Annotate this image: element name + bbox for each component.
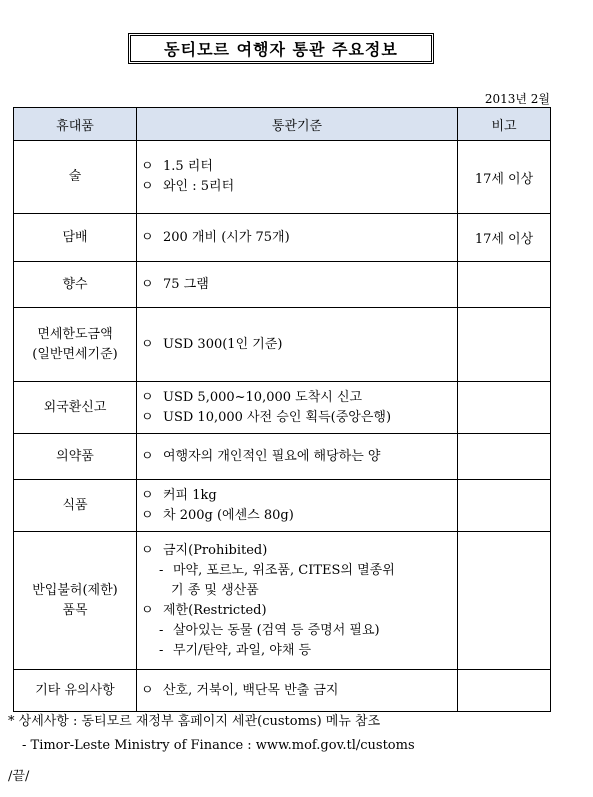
- standard-text: USD 300(1인 기준): [163, 336, 283, 352]
- row-category: 술: [14, 141, 137, 214]
- standard-line: [141, 681, 457, 701]
- row-category: 외국환신고: [14, 382, 137, 434]
- standard-line: [141, 177, 457, 197]
- table-row: [14, 480, 551, 532]
- standard-text: 차 200g (에센스 80g): [163, 507, 294, 523]
- row-category: 식품: [14, 480, 137, 532]
- row-standard: [137, 532, 458, 670]
- row-category: [14, 308, 137, 382]
- standard-line: [141, 447, 457, 467]
- row-note: [458, 308, 551, 382]
- standard-line: [141, 621, 457, 641]
- header-standard: 통관기준: [137, 108, 458, 141]
- bullet-mark: -: [159, 562, 164, 578]
- bullet-mark: ㅇ: [141, 336, 154, 352]
- table-row: [14, 141, 551, 214]
- row-category-line: 품목: [62, 602, 88, 618]
- header-note: 비고: [458, 108, 551, 141]
- table-header-row: [14, 108, 551, 141]
- standard-text: 금지(Prohibited): [163, 542, 268, 558]
- customs-table: [13, 107, 551, 712]
- standard-line: [141, 408, 457, 428]
- footer-link: - Timor-Leste Ministry of Finance : www.mof.gov.tl/customs: [22, 738, 415, 753]
- standard-line: [141, 388, 457, 408]
- standard-text: USD 5,000~10,000 도착시 신고: [163, 389, 363, 405]
- row-standard: [137, 141, 458, 214]
- footer-detail: * 상세사항 : 동티모르 재정부 홈페이지 세관(customs) 메뉴 참조: [8, 714, 381, 729]
- row-category: 기타 유의사항: [14, 670, 137, 712]
- row-category: 의약품: [14, 434, 137, 480]
- standard-text: 마약, 포르노, 위조품, CITES의 멸종위: [173, 562, 395, 578]
- table-row: [14, 308, 551, 382]
- standard-text: 기 종 및 생산품: [171, 582, 259, 598]
- header-item: 휴대품: [14, 108, 137, 141]
- standard-text: 산호, 거북이, 백단목 반출 금지: [163, 682, 339, 698]
- standard-line: [141, 275, 457, 295]
- bullet-mark: ㅇ: [141, 409, 154, 425]
- bullet-mark: ㅇ: [141, 389, 154, 405]
- row-note: [458, 382, 551, 434]
- bullet-mark: ㅇ: [141, 602, 154, 618]
- table-row: [14, 262, 551, 308]
- page-title: 동티모르 여행자 통관 주요정보: [128, 33, 434, 64]
- row-standard: [137, 214, 458, 262]
- table-row: [14, 532, 551, 670]
- bullet-mark: ㅇ: [141, 507, 154, 523]
- bullet-mark: -: [159, 622, 164, 638]
- bullet-mark: -: [159, 642, 164, 658]
- bullet-mark: ㅇ: [141, 542, 154, 558]
- standard-line: [141, 601, 457, 621]
- standard-line: [141, 228, 457, 248]
- row-standard: [137, 434, 458, 480]
- standard-text: 여행자의 개인적인 필요에 해당하는 양: [163, 448, 381, 464]
- standard-text: 200 개비 (시가 75개): [163, 229, 290, 245]
- row-category-line: 면세한도금액: [37, 326, 113, 342]
- table-row: [14, 434, 551, 480]
- bullet-mark: ㅇ: [141, 276, 154, 292]
- standard-text: 무기/탄약, 과일, 야채 등: [173, 642, 312, 658]
- standard-text: USD 10,000 사전 승인 획득(중앙은행): [163, 409, 392, 425]
- row-category: 담배: [14, 214, 137, 262]
- row-note: 17세 이상: [458, 214, 551, 262]
- row-category-line: (일반면세기준): [32, 346, 118, 362]
- standard-text: 75 그램: [163, 276, 209, 292]
- row-note: [458, 532, 551, 670]
- standard-text: 제한(Restricted): [163, 602, 267, 618]
- row-standard: [137, 262, 458, 308]
- standard-line: [141, 486, 457, 506]
- row-note: [458, 480, 551, 532]
- standard-text: 와인 : 5리터: [163, 179, 235, 194]
- standard-text: 살아있는 동물 (검역 등 증명서 필요): [173, 622, 380, 638]
- row-standard: [137, 670, 458, 712]
- row-category-line: 반입불허(제한): [32, 582, 118, 598]
- standard-line: [141, 581, 457, 601]
- row-note: [458, 262, 551, 308]
- bullet-mark: ㅇ: [141, 179, 154, 194]
- table-row: [14, 382, 551, 434]
- row-standard: [137, 480, 458, 532]
- bullet-mark: ㅇ: [141, 487, 154, 503]
- standard-line: [141, 541, 457, 561]
- row-note: 17세 이상: [458, 141, 551, 214]
- table-row: [14, 670, 551, 712]
- bullet-mark: ㅇ: [141, 448, 154, 464]
- standard-line: [141, 641, 457, 661]
- table-row: [14, 214, 551, 262]
- standard-line: [141, 157, 457, 177]
- footer-end: /끝/: [8, 769, 30, 784]
- bullet-mark: ㅇ: [141, 229, 154, 245]
- standard-line: [141, 506, 457, 526]
- row-note: [458, 434, 551, 480]
- row-category: [14, 532, 137, 670]
- standard-line: [141, 561, 457, 581]
- document-date: 2013년 2월: [484, 92, 550, 106]
- row-standard: [137, 308, 458, 382]
- standard-text: 1.5 리터: [163, 159, 213, 174]
- standard-line: [141, 335, 457, 355]
- bullet-mark: ㅇ: [141, 159, 154, 174]
- row-standard: [137, 382, 458, 434]
- row-category: 향수: [14, 262, 137, 308]
- bullet-mark: ㅇ: [141, 682, 154, 698]
- row-note: [458, 670, 551, 712]
- standard-text: 커피 1kg: [163, 487, 217, 503]
